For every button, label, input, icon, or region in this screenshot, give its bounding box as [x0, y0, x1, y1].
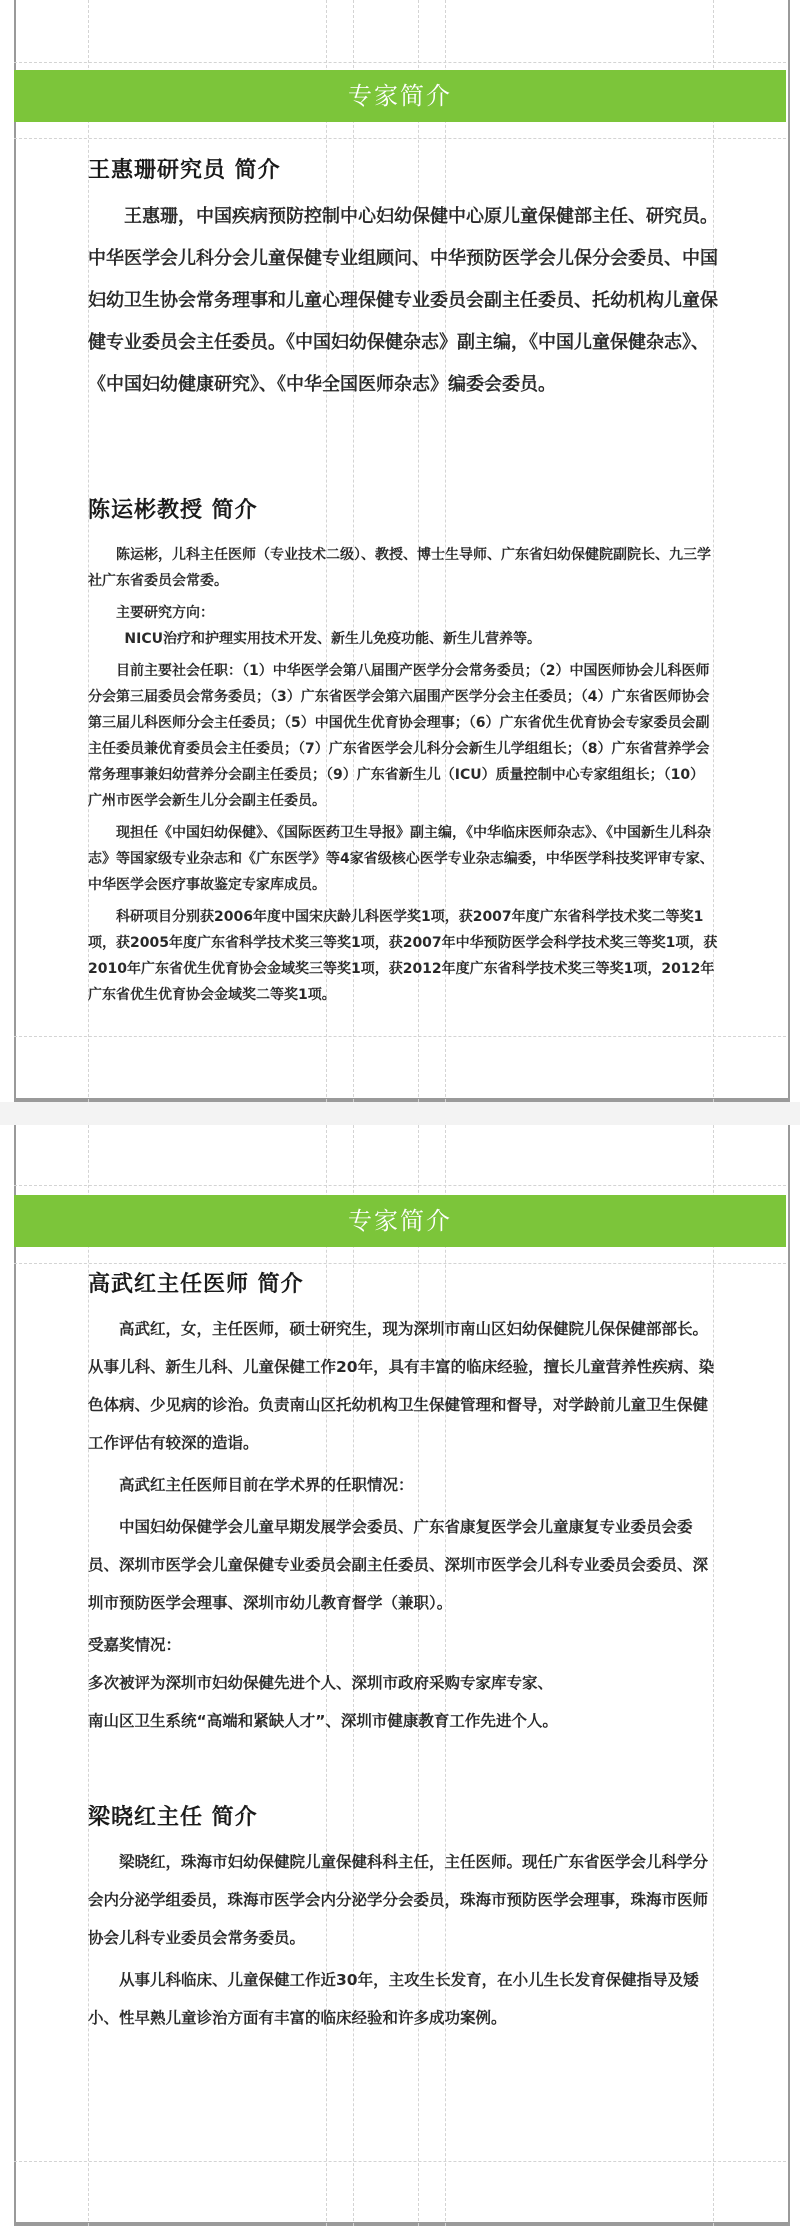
- expert-paragraph: 梁晓红，珠海市妇幼保健院儿童保健科科主任，主任医师。现任广东省医学会儿科学分会内分泌学组委员，珠海市医学会内分泌学分会委员，珠海市预防医学会理事，珠海市医师协会儿科专业委员会常务委员。: [88, 1853, 709, 1947]
- expert-title: 梁晓红主任 简介: [88, 1805, 258, 1830]
- page-1: [0, 0, 800, 1102]
- expert-paragraph: 现担任《中国妇幼保健》、《国际医药卫生导报》副主编，《中华临床医师杂志》、《中国新生儿科杂志》等国家级专业杂志和《广东医学》等4家省级核心医学专业杂志编委，中华医学科技奖评审专家、中华医学会医疗事故鉴定专家库成员。: [88, 825, 714, 893]
- expert-title: 陈运彬教授 简介: [88, 498, 258, 523]
- expert-paragraph: 主要研究方向：: [116, 605, 214, 621]
- expert-title: 王惠珊研究员 简介: [88, 158, 281, 183]
- expert-paragraph: 中国妇幼保健学会儿童早期发展学会委员、广东省康复医学会儿童康复专业委员会委员、深圳市医学会儿童保健专业委员会副主任委员、深圳市医学会儿科专业委员会委员、深圳市预防医学会理事、深圳市幼儿教育督学（兼职）。: [88, 1518, 709, 1612]
- section-banner: 专家简介: [14, 1195, 786, 1247]
- guide-line: [14, 1036, 786, 1037]
- page-gap: [0, 1102, 800, 1125]
- expert-paragraph: NICU治疗和护理实用技术开发、新生儿免疫功能、新生儿营养等。: [124, 631, 541, 647]
- expert-paragraph: 王惠珊，中国疾病预防控制中心妇幼保健中心原儿童保健部主任、研究员。中华医学会儿科分会儿童保健专业组顾问、中华预防医学会儿保分会委员、中国妇幼卫生协会常务理事和儿童心理保健专业委员会副主任委员、托幼机构儿童保健专业委员会主任委员。《中国妇幼保健杂志》副主编，《中国儿童保健杂志》、《中国妇幼健康研究》、《中华全国医师杂志》编委会委员。: [88, 206, 718, 395]
- expert-paragraph: 高武红，女，主任医师，硕士研究生，现为深圳市南山区妇幼保健院儿保保健部部长。从事儿科、新生儿科、儿童保健工作20年，具有丰富的临床经验，擅长儿童营养性疾病、染色体病、少见病的诊治。负责南山区托幼机构卫生保健管理和督导，对学龄前儿童卫生保健工作评估有较深的造诣。: [88, 1320, 715, 1452]
- guide-line: [14, 2161, 786, 2162]
- page-2: [0, 1125, 800, 2226]
- expert-profile: [88, 493, 718, 1014]
- expert-paragraph: 南山区卫生系统“高端和紧缺人才”、深圳市健康教育工作先进个人。: [88, 1712, 558, 1730]
- expert-profile: [88, 1267, 718, 1744]
- expert-paragraph: 目前主要社会任职：（1）中华医学会第八届围产医学分会常务委员；（2）中国医师协会儿科医师分会第三届委员会常务委员；（3）广东省医学会第六届围产医学分会主任委员；（4）广东省医师协会第三届儿科医师分会主任委员；（5）中国优生优育协会理事；（6）广东省优生优育协会专家委员会副主任委员兼优育委员会主任委员；（7）广东省医学会儿科分会新生儿学组组长；（8）广东省营养学会常务理事兼妇幼营养分会副主任委员；（9）广东省新生儿（ICU）质量控制中心专家组组长；（10）广州市医学会新生儿分会副主任委员。: [88, 663, 710, 809]
- expert-paragraph: 从事儿科临床、儿童保健工作近30年，主攻生长发育，在小儿生长发育保健指导及矮小、性早熟儿童诊治方面有丰富的临床经验和许多成功案例。: [88, 1971, 699, 2027]
- expert-paragraph: 陈运彬，儿科主任医师（专业技术二级）、教授、博士生导师、广东省妇幼保健院副院长、九三学社广东省委员会常委。: [88, 547, 711, 589]
- guide-line: [14, 62, 786, 63]
- expert-paragraph: 多次被评为深圳市妇幼保健先进个人、深圳市政府采购专家库专家、: [88, 1674, 554, 1692]
- expert-profile: [88, 153, 718, 406]
- page-bottom-border: [16, 2222, 788, 2226]
- expert-profile: [88, 1800, 718, 2041]
- guide-line: [14, 1263, 786, 1264]
- expert-paragraph: 受嘉奖情况：: [88, 1636, 182, 1654]
- guide-line: [14, 1185, 786, 1186]
- section-banner: 专家简介: [14, 70, 786, 122]
- expert-title: 高武红主任医师 简介: [88, 1272, 304, 1297]
- expert-paragraph: 高武红主任医师目前在学术界的任职情况：: [119, 1476, 414, 1494]
- guide-line: [14, 138, 786, 139]
- expert-paragraph: 科研项目分别获2006年度中国宋庆龄儿科医学奖1项，获2007年度广东省科学技术奖二等奖1项，获2005年度广东省科学技术奖三等奖1项，获2007年中华预防医学会科学技术奖三等奖1项，获2010年广东省优生优育协会金域奖三等奖1项，获2012年度广东省科学技术奖三等奖1项，2012年广东省优生优育协会金域奖二等奖1项。: [88, 909, 718, 1003]
